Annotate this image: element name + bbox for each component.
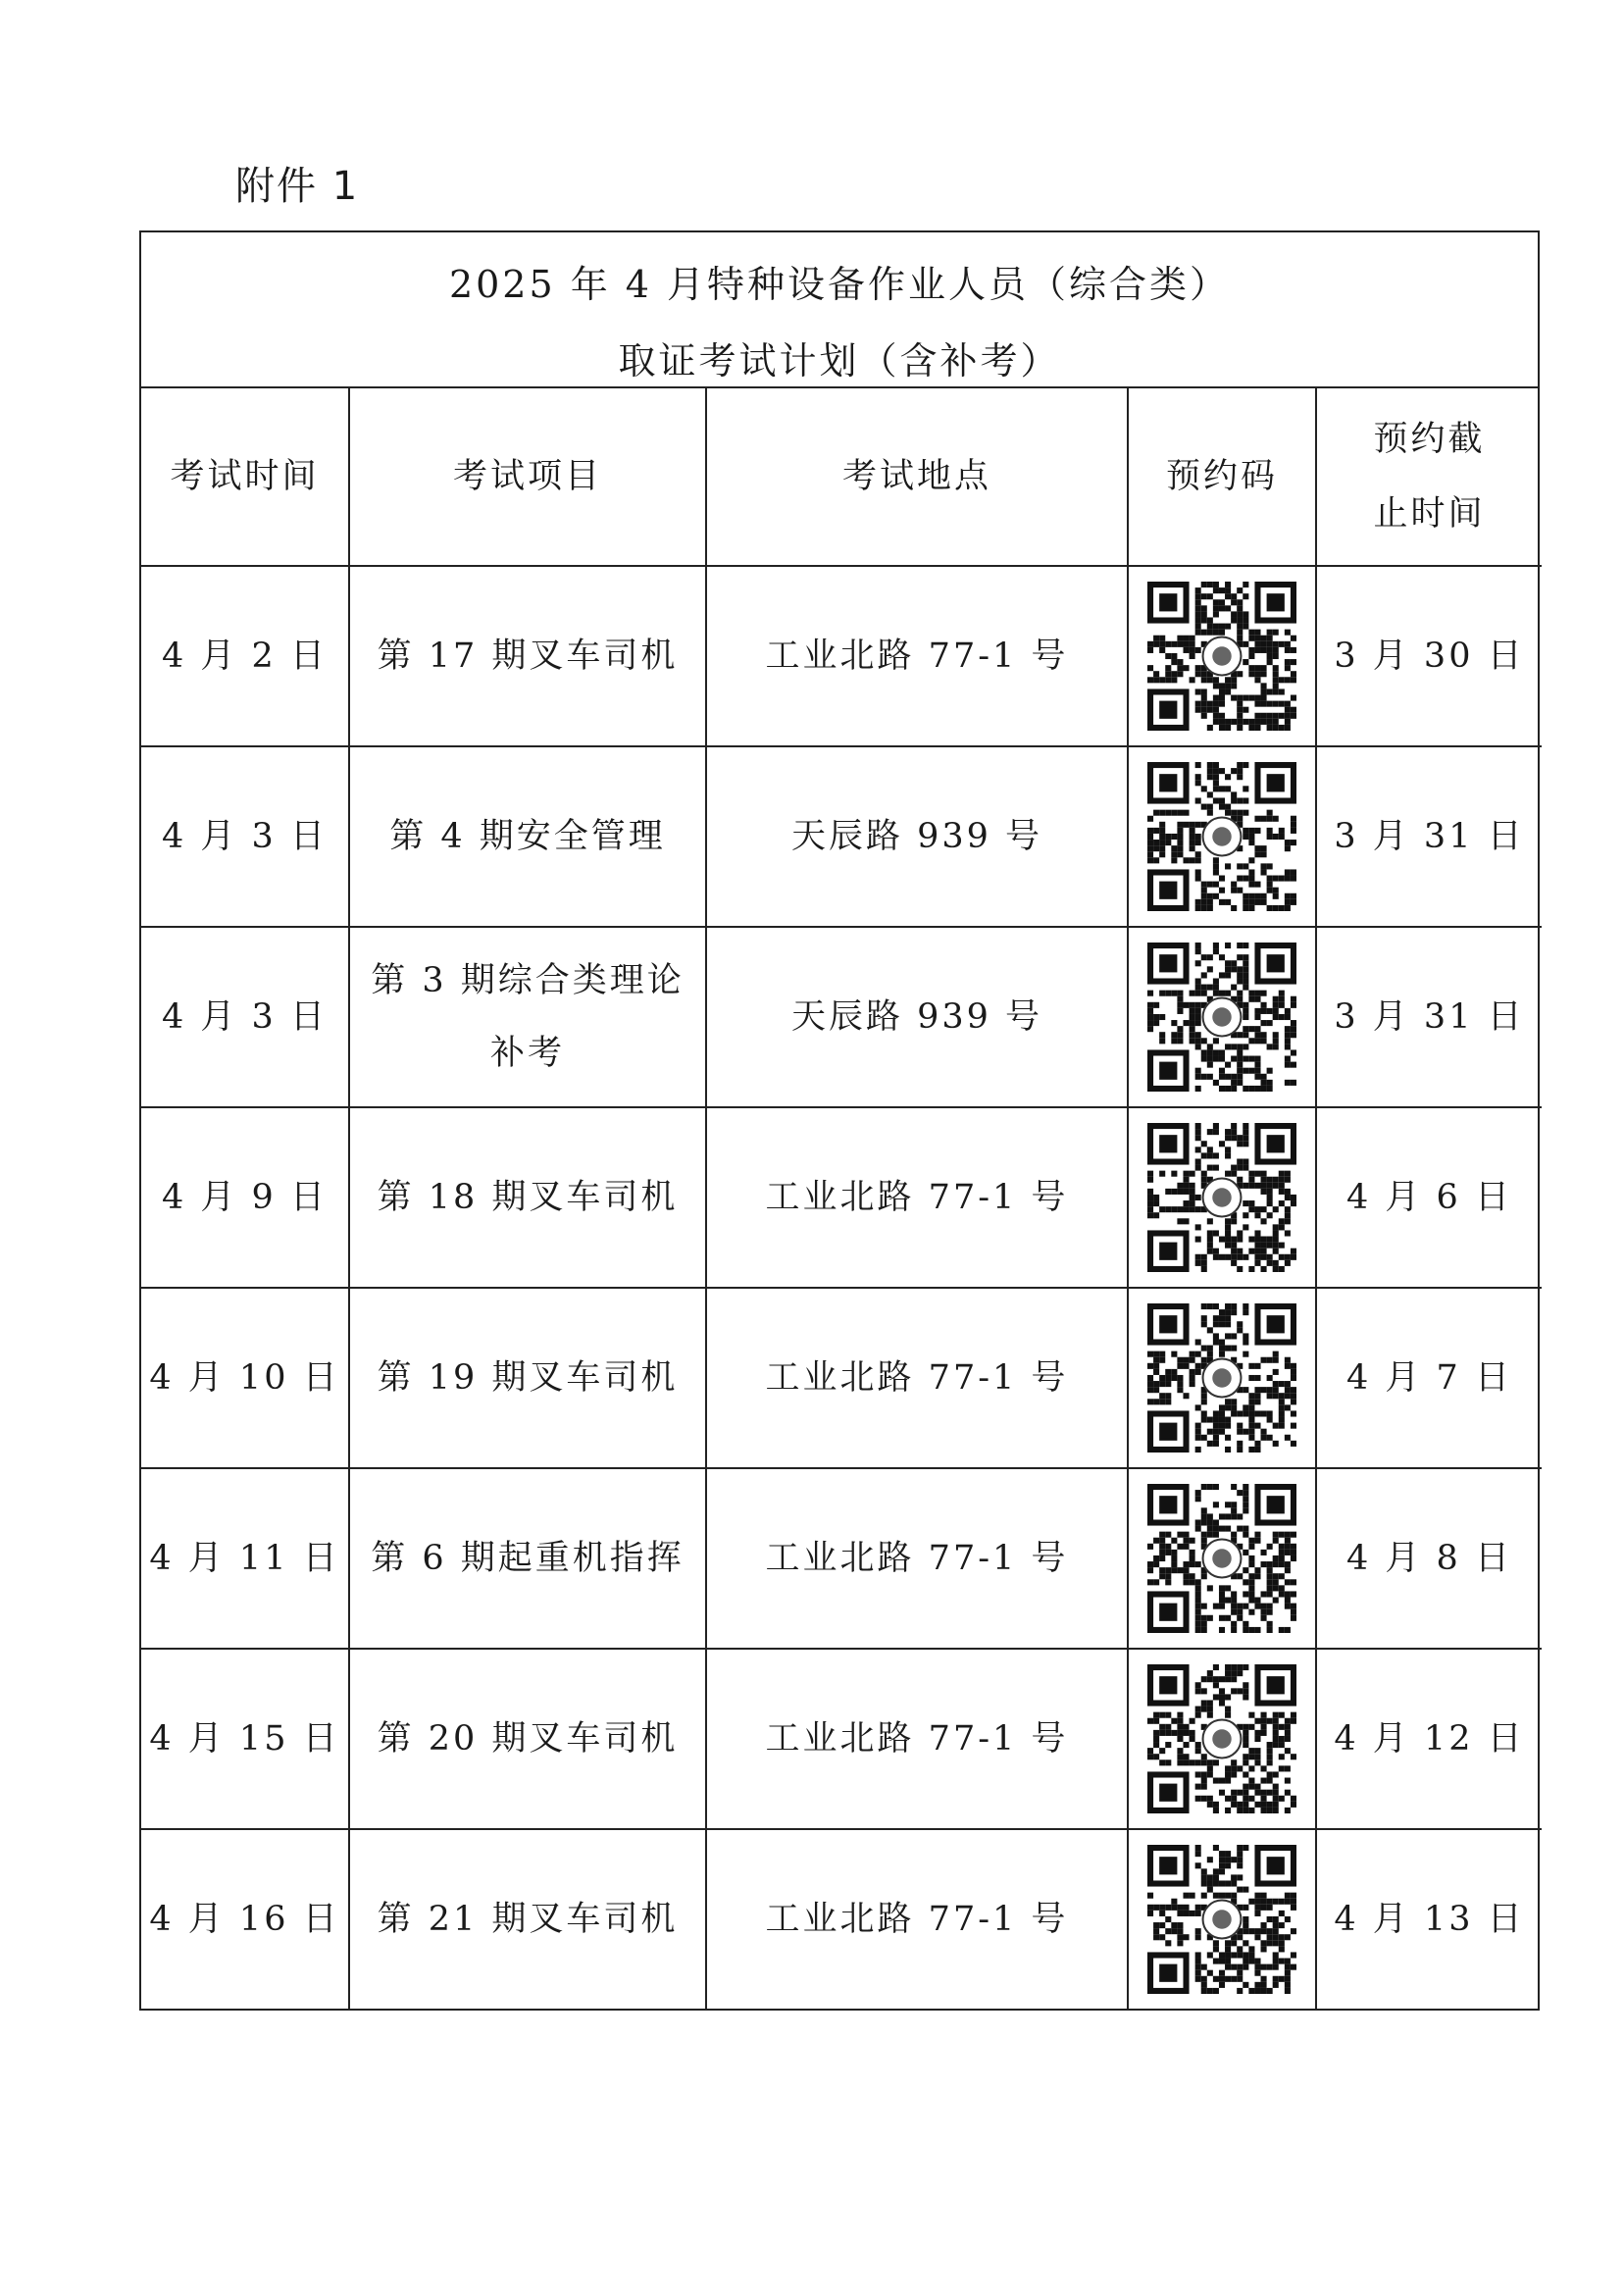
exam-item-cell <box>349 1468 706 1649</box>
exam-item-line-1: 第 4 期安全管理 <box>389 817 666 856</box>
exam-item-line-1: 第 18 期叉车司机 <box>377 1178 679 1217</box>
title-line-1: 2025 年 4 月特种设备作业人员（综合类） <box>448 263 1231 306</box>
exam-location-cell: 工业北路 77-1 号 <box>706 566 1128 746</box>
header-qr: 预约码 <box>1128 388 1316 566</box>
exam-item-cell <box>349 1107 706 1288</box>
exam-item-line-2: 补考 <box>489 1034 565 1073</box>
exam-location-cell: 工业北路 77-1 号 <box>706 1288 1128 1468</box>
table-row <box>141 566 1542 746</box>
qr-cell <box>1128 1649 1316 1829</box>
exam-location-cell: 工业北路 77-1 号 <box>706 1468 1128 1649</box>
header-deadline-line-1: 预约截 <box>1373 420 1486 459</box>
exam-time-cell: 4 月 3 日 <box>141 746 349 927</box>
deadline-cell: 3 月 31 日 <box>1316 746 1542 927</box>
table-row <box>141 927 1542 1107</box>
qr-cell <box>1128 1829 1316 2009</box>
exam-item-cell <box>349 746 706 927</box>
qr-code-icon[interactable] <box>1147 943 1296 1092</box>
deadline-cell: 3 月 31 日 <box>1316 927 1542 1107</box>
exam-item-cell <box>349 566 706 746</box>
deadline-cell: 4 月 12 日 <box>1316 1649 1542 1829</box>
deadline-cell: 4 月 13 日 <box>1316 1829 1542 2009</box>
title-line-2: 取证考试计划（含补考） <box>618 339 1061 382</box>
deadline-cell: 4 月 7 日 <box>1316 1288 1542 1468</box>
exam-location-cell: 工业北路 77-1 号 <box>706 1649 1128 1829</box>
table-row <box>141 1649 1542 1829</box>
qr-cell <box>1128 1468 1316 1649</box>
qr-cell <box>1128 927 1316 1107</box>
exam-item-cell <box>349 1288 706 1468</box>
qr-cell <box>1128 566 1316 746</box>
deadline-cell: 4 月 6 日 <box>1316 1107 1542 1288</box>
qr-code-icon[interactable] <box>1147 762 1296 911</box>
qr-code-icon[interactable] <box>1147 1303 1296 1453</box>
table-row <box>141 1107 1542 1288</box>
deadline-cell: 3 月 30 日 <box>1316 566 1542 746</box>
exam-location-cell: 天辰路 939 号 <box>706 746 1128 927</box>
qr-code-icon[interactable] <box>1147 1123 1296 1272</box>
qr-cell <box>1128 1288 1316 1468</box>
deadline-cell: 4 月 8 日 <box>1316 1468 1542 1649</box>
exam-time-cell: 4 月 9 日 <box>141 1107 349 1288</box>
header-location: 考试地点 <box>706 388 1128 566</box>
table-title <box>141 232 1538 388</box>
qr-code-icon[interactable] <box>1147 1664 1296 1813</box>
exam-time-cell: 4 月 15 日 <box>141 1649 349 1829</box>
table-row <box>141 1288 1542 1468</box>
exam-time-cell: 4 月 2 日 <box>141 566 349 746</box>
exam-location-cell: 天辰路 939 号 <box>706 927 1128 1107</box>
exam-item-cell <box>349 927 706 1107</box>
exam-location-cell: 工业北路 77-1 号 <box>706 1829 1128 2009</box>
exam-item-line-1: 第 17 期叉车司机 <box>377 637 679 676</box>
header-deadline <box>1316 388 1542 566</box>
exam-item-line-1: 第 21 期叉车司机 <box>377 1900 679 1939</box>
exam-location-cell: 工业北路 77-1 号 <box>706 1107 1128 1288</box>
exam-time-cell: 4 月 10 日 <box>141 1288 349 1468</box>
exam-item-cell <box>349 1649 706 1829</box>
exam-item-line-1: 第 19 期叉车司机 <box>377 1358 679 1398</box>
qr-code-icon[interactable] <box>1147 582 1296 731</box>
attachment-label: 附件 1 <box>235 164 360 209</box>
exam-time-cell: 4 月 3 日 <box>141 927 349 1107</box>
header-deadline-line-2: 止时间 <box>1373 494 1486 534</box>
header-time: 考试时间 <box>141 388 349 566</box>
table-row <box>141 746 1542 927</box>
exam-item-line-1: 第 6 期起重机指挥 <box>371 1539 685 1578</box>
exam-time-cell: 4 月 11 日 <box>141 1468 349 1649</box>
exam-item-line-1: 第 3 期综合类理论 <box>371 961 685 1000</box>
qr-code-icon[interactable] <box>1147 1845 1296 1994</box>
table-row <box>141 1468 1542 1649</box>
header-row <box>141 388 1542 566</box>
header-item: 考试项目 <box>349 388 706 566</box>
exam-time-cell: 4 月 16 日 <box>141 1829 349 2009</box>
exam-item-cell <box>349 1829 706 2009</box>
exam-item-line-1: 第 20 期叉车司机 <box>377 1719 679 1759</box>
qr-cell <box>1128 746 1316 927</box>
table-row <box>141 1829 1542 2009</box>
exam-schedule-table <box>139 230 1540 2011</box>
qr-cell <box>1128 1107 1316 1288</box>
qr-code-icon[interactable] <box>1147 1484 1296 1633</box>
